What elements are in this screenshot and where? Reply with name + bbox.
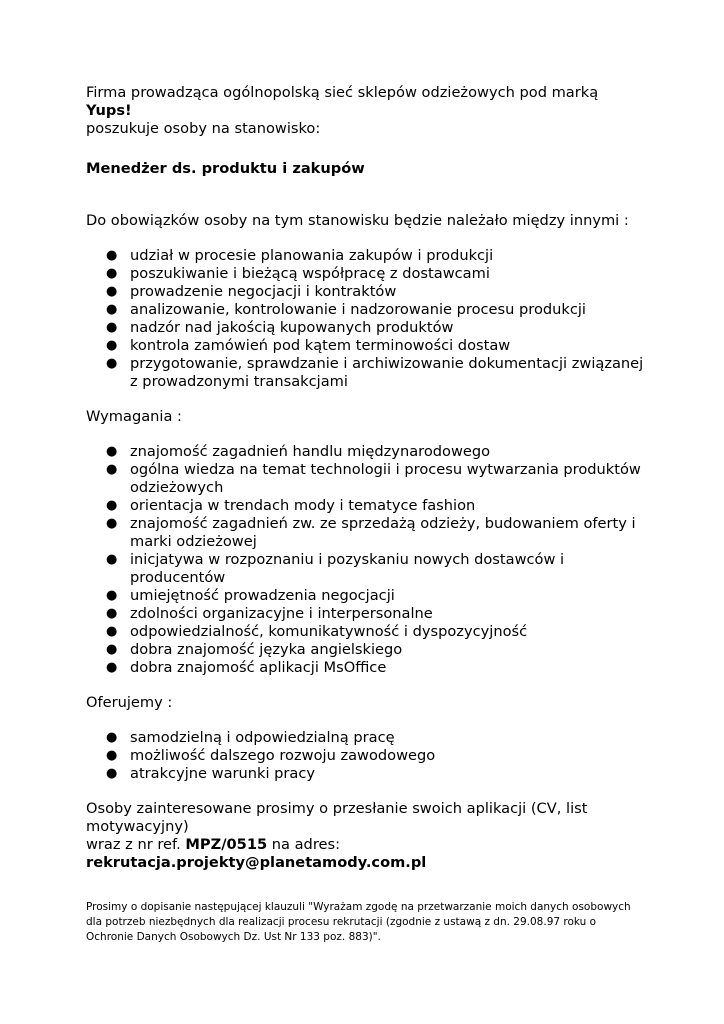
bullet-icon: ● (106, 266, 118, 281)
list-item: ● udział w procesie planowania zakupów i produkcji (106, 247, 494, 264)
requirements-heading: Wymagania : (86, 408, 182, 425)
intro-paragraph (86, 84, 646, 138)
list-item: ● znajomość zagadnień zw. ze sprzedażą odzieży, budowaniem oferty i marki odzieżowej (106, 515, 636, 550)
bullet-icon: ● (106, 588, 118, 603)
list-item: ● prowadzenie negocjacji i kontraktów (106, 283, 397, 300)
bullet-icon: ● (106, 462, 118, 477)
bullet-icon: ● (106, 444, 118, 459)
list-item: ● umiejętność prowadzenia negocjacji (106, 587, 395, 604)
bullet-icon: ● (106, 248, 118, 263)
list-item: ● przygotowanie, sprawdzanie i archiwizowanie dokumentacji związanej z prowadzonymi transakcjami (106, 355, 644, 390)
list-item: ● dobra znajomość języka angielskiego (106, 641, 403, 658)
list-item: ● znajomość zagadnień handlu międzynarodowego (106, 443, 491, 460)
list-item: ● inicjatywa w rozpoznaniu i pozyskaniu nowych dostawców i producentów (106, 551, 565, 586)
duties-list (86, 247, 646, 391)
bullet-icon: ● (106, 642, 118, 657)
bullet-icon: ● (106, 624, 118, 639)
reference-number: MPZ/0515 (185, 836, 268, 853)
requirements-list (86, 443, 646, 677)
bullet-icon: ● (106, 320, 118, 335)
list-item: ● kontrola zamówień pod kątem terminowości dostaw (106, 337, 511, 354)
apply-middle: na adres: (267, 836, 340, 853)
position-title: Menedżer ds. produktu i zakupów (86, 160, 365, 177)
offer-heading: Oferujemy : (86, 694, 173, 711)
offer-list (86, 729, 646, 783)
job-offer-document (86, 84, 646, 945)
bullet-icon: ● (106, 498, 118, 513)
list-item: ● poszukiwanie i bieżącą współpracę z dostawcami (106, 265, 490, 282)
data-processing-clause: Prosimy o dopisanie następującej klauzuli "Wyrażam zgodę na przetwarzanie moich danych osobowych dla potrzeb niezbędnych dla realizacji procesu rekrutacji (zgodnie z ustawą z dn. 29.08.97 roku o Ochronie Danych Osobowych Dz. Ust Nr 133 poz. 883)". (86, 901, 631, 943)
brand-name: Yups! (86, 102, 132, 119)
list-item: ● możliwość dalszego rozwoju zawodowego (106, 747, 436, 764)
bullet-icon: ● (106, 284, 118, 299)
list-item: ● analizowanie, kontrolowanie i nadzorowanie procesu produkcji (106, 301, 586, 318)
apply-prefix: wraz z nr ref. (86, 836, 186, 853)
bullet-icon: ● (106, 606, 118, 621)
list-item: ● ogólna wiedza na temat technologii i procesu wytwarzania produktów odzieżowych (106, 461, 641, 496)
bullet-icon: ● (106, 338, 118, 353)
bullet-icon: ● (106, 302, 118, 317)
bullet-icon: ● (106, 516, 118, 531)
bullet-icon: ● (106, 730, 118, 745)
list-item: ● zdolności organizacyjne i interpersonalne (106, 605, 433, 622)
application-instructions (86, 800, 646, 872)
list-item: ● samodzielną i odpowiedzialną pracę (106, 729, 395, 746)
list-item: ● nadzór nad jakością kupowanych produktów (106, 319, 454, 336)
list-item: ● dobra znajomość aplikacji MsOffice (106, 659, 387, 676)
list-item: ● atrakcyjne warunki pracy (106, 765, 316, 782)
bullet-icon: ● (106, 552, 118, 567)
bullet-icon: ● (106, 748, 118, 763)
duties-heading: Do obowiązków osoby na tym stanowisku będzie należało między innymi : (86, 212, 629, 229)
bullet-icon: ● (106, 766, 118, 781)
list-item: ● odpowiedzialność, komunikatywność i dyspozycyjność (106, 623, 528, 640)
apply-line-1: Osoby zainteresowane prosimy o przesłanie swoich aplikacji (CV, list motywacyjny) (86, 800, 588, 835)
bullet-icon: ● (106, 356, 118, 371)
bullet-icon: ● (106, 660, 118, 675)
recruitment-email[interactable]: rekrutacja.projekty@planetamody.com.pl (86, 854, 427, 871)
list-item: ● orientacja w trendach mody i tematyce fashion (106, 497, 476, 514)
intro-line-2: poszukuje osoby na stanowisko: (86, 120, 321, 137)
intro-text: Firma prowadząca ogólnopolską sieć sklepów odzieżowych pod marką (86, 84, 599, 101)
